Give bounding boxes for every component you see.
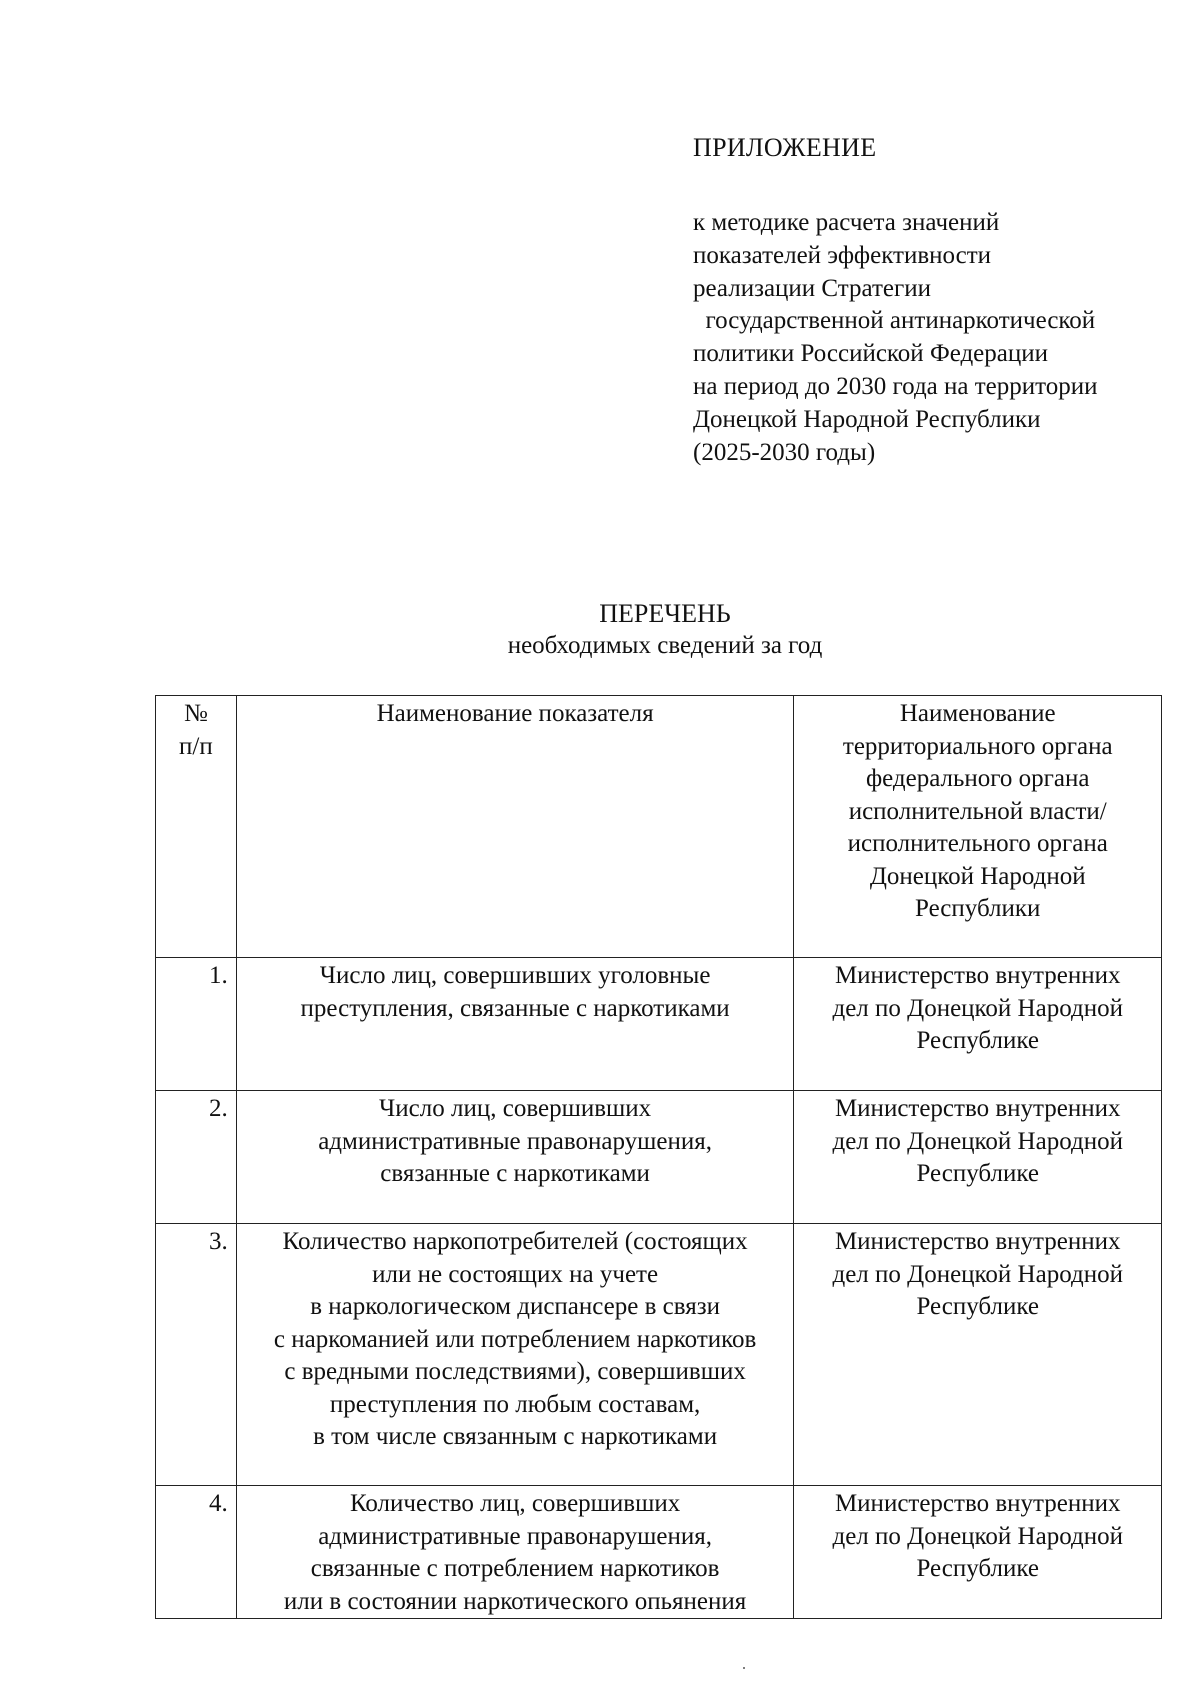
row-number: 2. <box>156 1091 237 1224</box>
appendix-line: к методике расчета значений <box>693 209 1000 236</box>
cell-line: Число лиц, совершивших <box>379 1095 652 1122</box>
document-subtitle: необходимых сведений за год <box>507 632 823 659</box>
table-header-row <box>156 696 1162 958</box>
cell-line: Республике <box>916 1555 1039 1582</box>
table-row <box>156 1486 1162 1619</box>
cell-line: дел по Донецкой Народной <box>832 1127 1123 1155</box>
cell-line: дел по Донецкой Народной <box>832 994 1123 1022</box>
appendix-line: государственной антинаркотической <box>693 307 1096 335</box>
row-organ <box>794 958 1162 1091</box>
appendix-block <box>693 132 1173 469</box>
cell-line: Республике <box>916 1160 1039 1187</box>
table-row <box>156 958 1162 1091</box>
cell-line: дел по Донецкой Народной <box>832 1522 1123 1550</box>
row-organ <box>794 1486 1162 1619</box>
cell-line: или не состоящих на учете <box>372 1260 659 1288</box>
row-indicator-name <box>236 1091 794 1224</box>
cell-line: связанные с наркотиками <box>380 1160 650 1187</box>
row-number: 4. <box>156 1486 237 1619</box>
cell-line: преступления, связанные с наркотиками <box>300 994 730 1022</box>
row-indicator-name <box>236 1486 794 1619</box>
cell-line: Министерство внутренних <box>834 1228 1121 1255</box>
appendix-line: на период до 2030 года на территории <box>693 372 1098 400</box>
header-line: исполнительной власти/ <box>848 797 1107 825</box>
appendix-line: политики Российской Федерации <box>693 340 1049 368</box>
row-indicator-name <box>236 958 794 1091</box>
row-organ <box>794 1091 1162 1224</box>
cell-line: связанные с потреблением наркотиков <box>310 1555 720 1582</box>
scan-speck <box>743 1667 745 1669</box>
appendix-line: показателей эффективности <box>693 241 992 269</box>
row-organ <box>794 1224 1162 1486</box>
cell-line: Количество наркопотребителей (состоящих <box>282 1228 748 1255</box>
header-organ <box>794 696 1162 958</box>
header-line: территориального органа <box>842 732 1113 760</box>
cell-line: или в состоянии наркотического опьянения <box>283 1587 747 1615</box>
table-row <box>156 1224 1162 1486</box>
appendix-line: (2025-2030 годы) <box>693 438 876 466</box>
header-line: п/п <box>179 732 213 760</box>
appendix-caption <box>693 207 1173 469</box>
table-row <box>156 1091 1162 1224</box>
row-number: 3. <box>156 1224 237 1486</box>
cell-line: с наркоманией или потреблением наркотиков <box>273 1325 757 1353</box>
appendix-line: Донецкой Народной Республики <box>693 405 1041 433</box>
document-title: ПЕРЕЧЕНЬ <box>599 599 731 628</box>
header-indicator-name: Наименование показателя <box>236 696 794 958</box>
cell-line: Министерство внутренних <box>834 1095 1121 1122</box>
header-number <box>156 696 237 958</box>
cell-line: административные правонарушения, <box>318 1127 712 1155</box>
cell-line: административные правонарушения, <box>318 1522 712 1550</box>
cell-line: в наркологическом диспансере в связи <box>310 1293 721 1320</box>
row-number: 1. <box>156 958 237 1091</box>
cell-line: Число лиц, совершивших уголовные <box>319 962 711 989</box>
header-line: федерального органа <box>865 765 1090 792</box>
row-indicator-name <box>236 1224 794 1486</box>
cell-line: Республике <box>916 1293 1039 1320</box>
header-line: исполнительного органа <box>847 830 1108 857</box>
header-line: Республики <box>915 895 1041 922</box>
cell-line: Министерство внутренних <box>834 962 1121 989</box>
cell-line: Министерство внутренних <box>834 1490 1121 1517</box>
indicators-table <box>155 695 1162 1619</box>
cell-line: Республике <box>916 1027 1039 1054</box>
appendix-line: реализации Стратегии <box>693 274 931 302</box>
cell-line: дел по Донецкой Народной <box>832 1260 1123 1288</box>
cell-line: преступления по любым составам, <box>329 1390 701 1418</box>
appendix-heading: ПРИЛОЖЕНИЕ <box>693 133 877 162</box>
cell-line: в том числе связанным с наркотиками <box>313 1423 718 1450</box>
header-line: Донецкой Народной <box>869 862 1086 890</box>
header-line: № <box>183 700 208 727</box>
header-line: Наименование <box>899 700 1056 727</box>
cell-line: Количество лиц, совершивших <box>349 1490 681 1517</box>
document-title-block <box>0 598 1200 662</box>
cell-line: с вредными последствиями), совершивших <box>284 1358 746 1385</box>
